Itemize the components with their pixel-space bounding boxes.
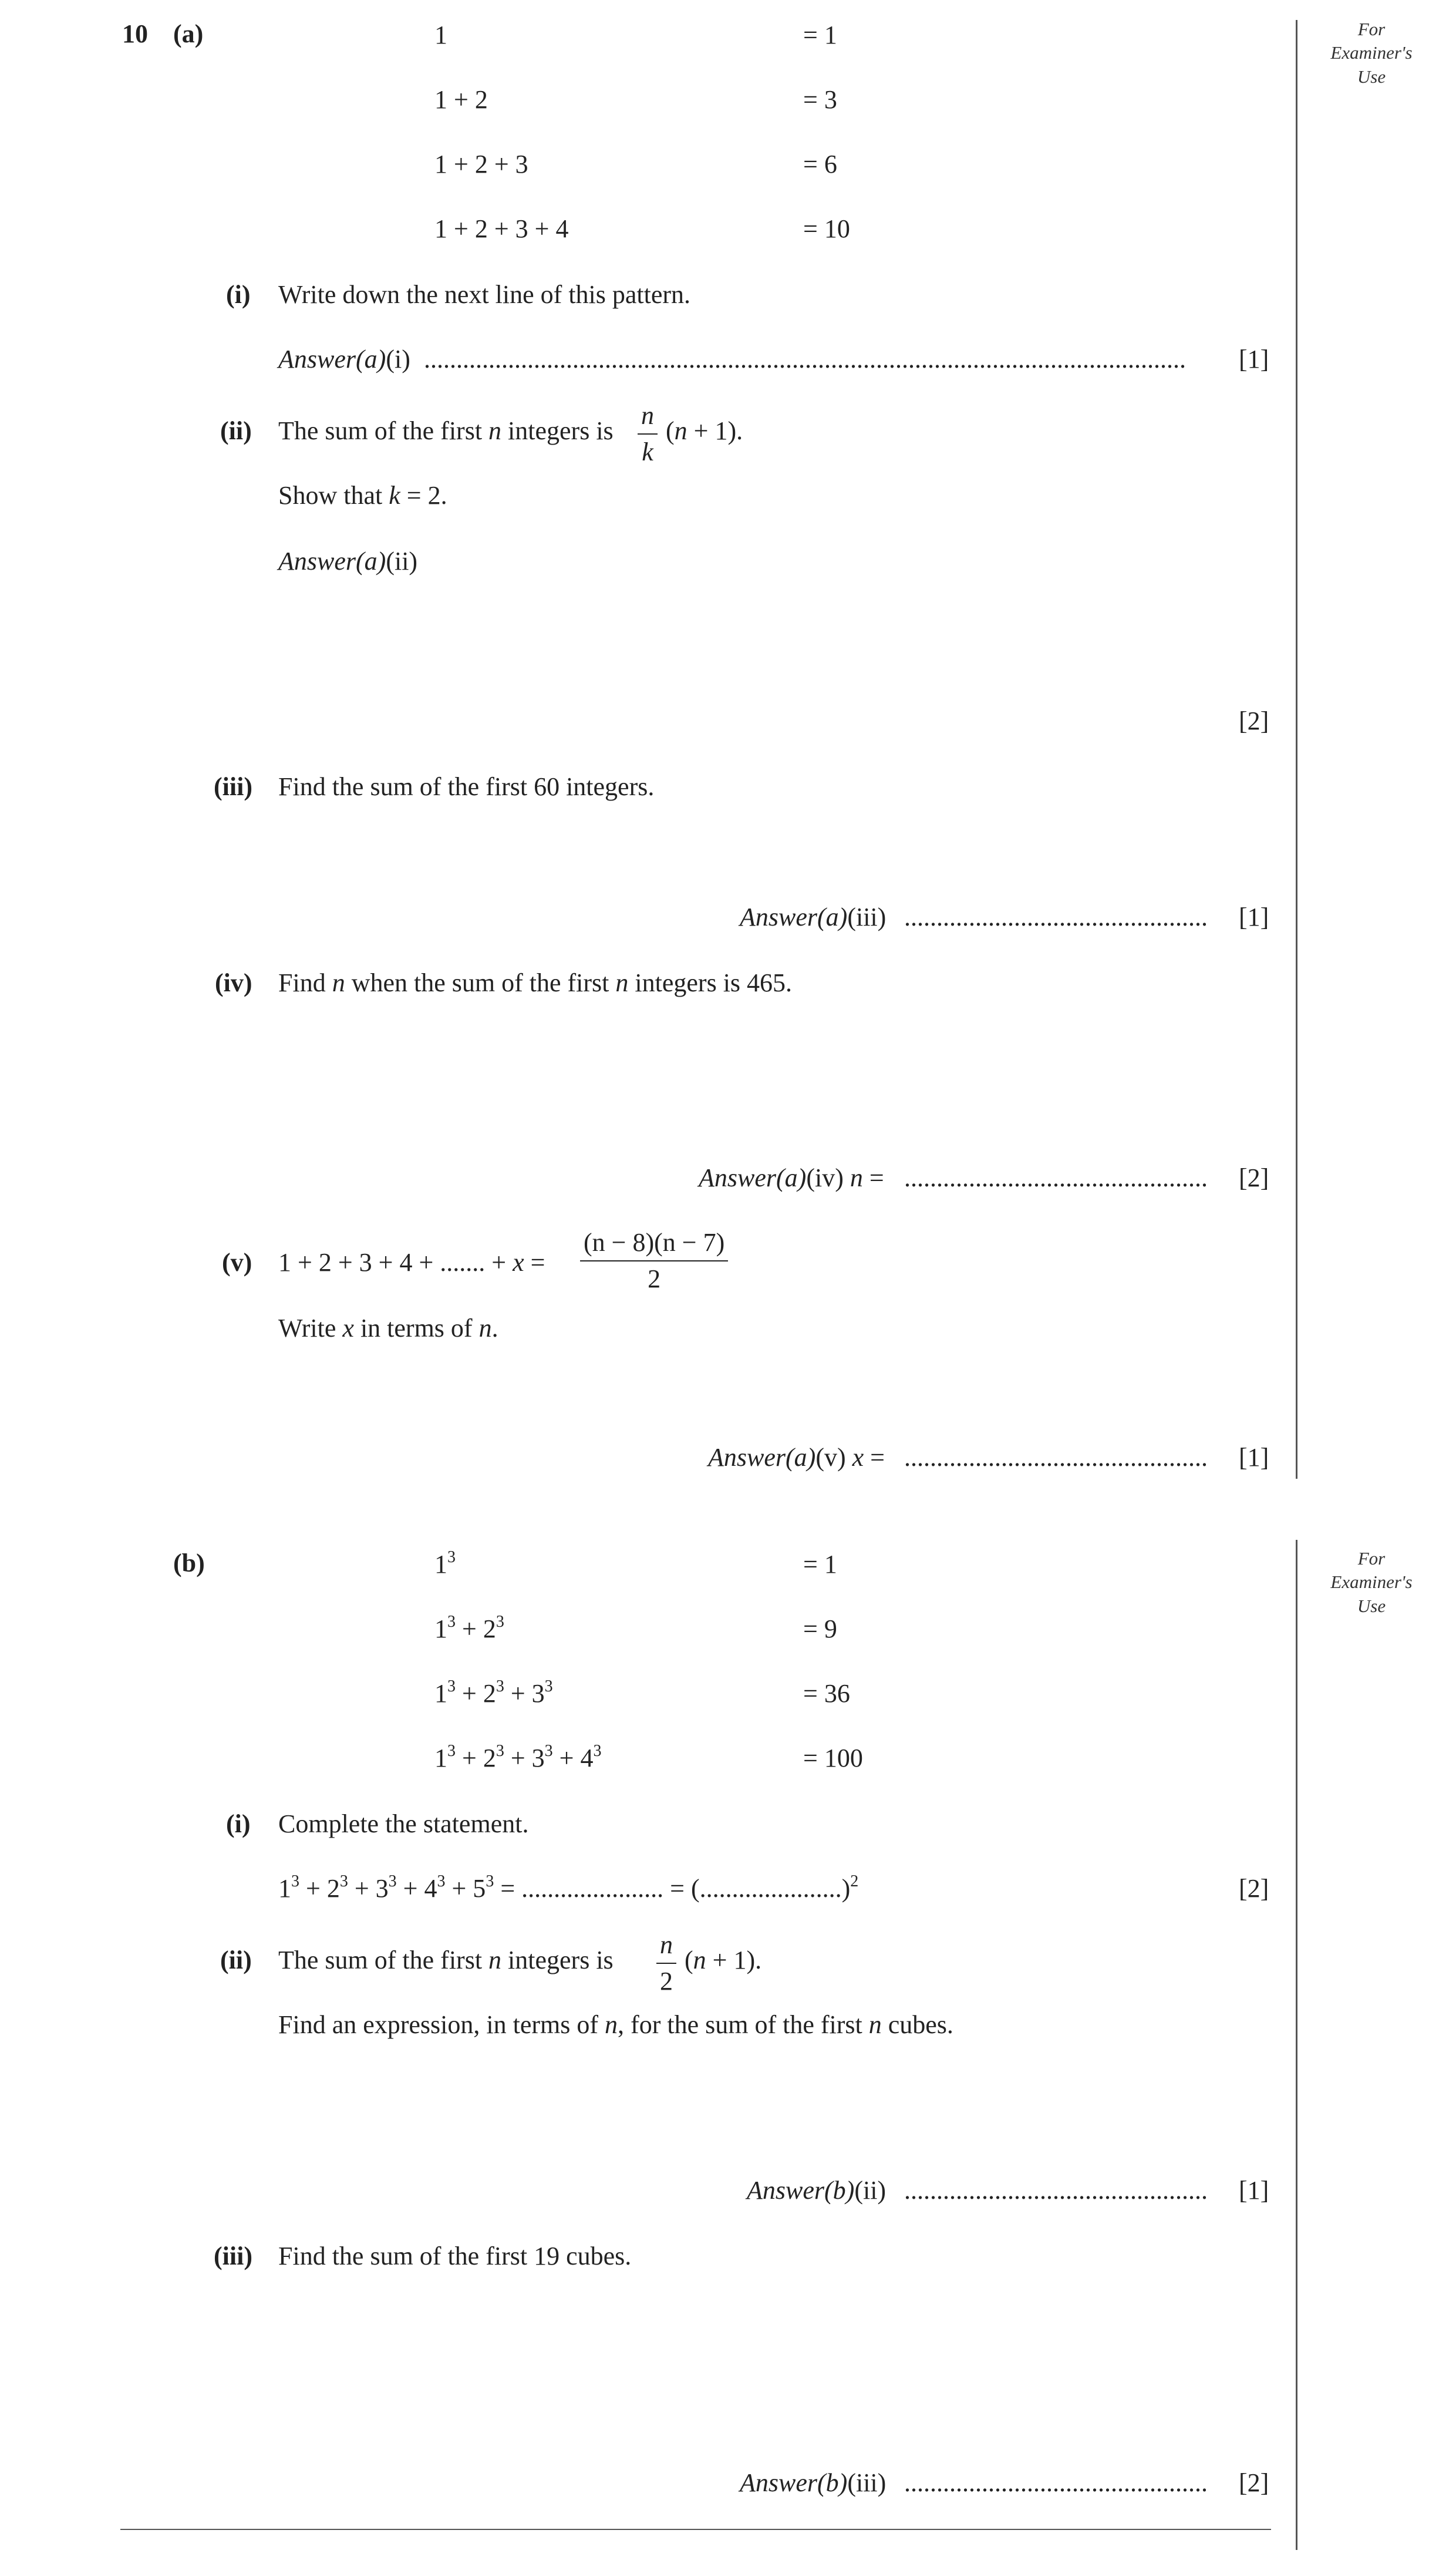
- answer-line: [278, 549, 417, 574]
- answer-label-italic: Answer(a): [278, 547, 386, 576]
- question-text: Complete the statement.: [278, 1809, 529, 1838]
- pattern-rhs: = 9: [803, 1614, 837, 1643]
- text-run: 1 + 2 + 3 + 4 + ....... +: [278, 1248, 513, 1277]
- subpart-label: (v): [222, 1248, 252, 1277]
- answer-equals: =: [862, 1163, 884, 1192]
- question-text: [278, 418, 614, 444]
- variable-k: k: [389, 481, 400, 510]
- answer-label-part: (v): [815, 1443, 852, 1472]
- text-run: = (: [663, 1874, 700, 1903]
- variable-n: n: [488, 416, 502, 445]
- text-run: Show that: [278, 481, 389, 510]
- text-run: The sum of the first: [278, 1946, 489, 1974]
- answer-variable: x: [852, 1443, 864, 1472]
- answer-label-part: (i): [386, 345, 410, 374]
- text-run: + 1).: [706, 1946, 762, 1974]
- answer-dots: ......................................................................................................................: [424, 346, 1186, 372]
- variable-n: n: [332, 968, 345, 997]
- answer-label-italic: Answer(a): [740, 903, 848, 931]
- examiner-margin-rule: [1296, 20, 1297, 1479]
- examiner-note-line: Examiner's: [1330, 42, 1413, 63]
- question-text: [278, 483, 447, 509]
- mark-allocation: [1]: [1239, 345, 1269, 374]
- pattern-lhs: 1 + 2: [434, 85, 488, 114]
- text-run: integers is: [501, 1946, 614, 1974]
- answer-label-italic: Answer(b): [740, 2468, 848, 2497]
- text-run: ): [841, 1874, 851, 1903]
- examiner-margin-rule: [1296, 1540, 1297, 2550]
- answer-label-part: (iv): [806, 1163, 850, 1192]
- answer-line: [708, 1445, 885, 1471]
- variable-x: x: [513, 1248, 524, 1277]
- subpart-label: (iii): [214, 772, 252, 801]
- fraction-n-over-2: [656, 1932, 676, 1994]
- mark-allocation: [2]: [1239, 2468, 1269, 2497]
- cube-pattern-lhs: $1^3 + 2^3$: [434, 1613, 504, 1643]
- subpart-label: (i): [226, 1809, 251, 1838]
- answer-dots: ......................: [699, 1874, 842, 1903]
- variable-n: n: [478, 1314, 492, 1343]
- exponent: 2: [850, 1872, 859, 1890]
- examiner-note-line: Examiner's: [1330, 1572, 1413, 1593]
- answer-dots: ......................: [521, 1874, 664, 1903]
- pattern-lhs: 1: [434, 21, 447, 49]
- answer-line: [740, 904, 886, 930]
- examiner-note-line: For: [1357, 1548, 1386, 1569]
- variable-n: n: [868, 2010, 882, 2039]
- text-run: integers is 465.: [628, 968, 793, 997]
- question-text: Find the sum of the first 19 cubes.: [278, 2242, 632, 2270]
- text-run: = 2.: [400, 481, 447, 510]
- examiner-use-note: [1313, 18, 1430, 89]
- variable-n: n: [605, 2010, 618, 2039]
- mark-allocation: [2]: [1239, 1163, 1269, 1192]
- variable-x: x: [342, 1314, 354, 1343]
- pattern-lhs: 1 + 2 + 3: [434, 150, 528, 179]
- fraction-numerator: (n − 8)(n − 7): [580, 1230, 728, 1261]
- answer-dots: ...............................................: [904, 1445, 1208, 1471]
- text-run: =: [524, 1248, 545, 1277]
- question-number: 10: [122, 19, 148, 48]
- subpart-label: (ii): [220, 416, 252, 445]
- text-run: Write: [278, 1314, 343, 1343]
- pattern-rhs: = 100: [803, 1744, 863, 1772]
- text-run: The sum of the first: [278, 416, 489, 445]
- examiner-note-line: Use: [1357, 66, 1386, 87]
- answer-label-italic: Answer(b): [747, 2176, 855, 2205]
- subpart-label: (ii): [220, 1946, 252, 1974]
- text-run: .: [491, 1314, 498, 1343]
- question-text: [278, 1316, 498, 1341]
- answer-label-italic: Answer(a): [278, 345, 386, 374]
- variable-n: n: [615, 968, 629, 997]
- question-text: [278, 1947, 614, 1973]
- text-run: Find an expression, in terms of: [278, 2010, 605, 2039]
- text-run: , for the sum of the first: [618, 2010, 869, 2039]
- answer-label-part: (ii): [854, 2176, 887, 2205]
- fraction-denominator: 2: [648, 1264, 661, 1293]
- variable-n: n: [488, 1946, 502, 1974]
- examiner-note-line: Use: [1357, 1595, 1386, 1616]
- pattern-rhs: = 36: [803, 1679, 850, 1708]
- mark-allocation: [1]: [1239, 903, 1269, 931]
- examiner-note-line: For: [1357, 19, 1386, 39]
- question-text: Write down the next line of this pattern.: [278, 280, 691, 309]
- answer-dots: ...............................................: [904, 2178, 1208, 2203]
- cube-pattern-lhs: $1^3 + 2^3 + 3^3$: [434, 1677, 553, 1708]
- mark-allocation: [2]: [1239, 1874, 1269, 1903]
- variable-n: n: [693, 1946, 706, 1974]
- text-run: integers is: [501, 416, 614, 445]
- pattern-rhs: = 1: [803, 21, 837, 49]
- text-run: (: [666, 416, 675, 445]
- question-text: Find the sum of the first 60 integers.: [278, 772, 655, 801]
- subpart-label: (iv): [215, 968, 252, 997]
- text-run: when the sum of the first: [345, 968, 616, 997]
- cube-pattern-lhs: $1^3 + 2^3 + 3^3 + 4^3$: [434, 1742, 602, 1772]
- answer-dots: ...............................................: [904, 904, 1208, 930]
- pattern-rhs: = 10: [803, 214, 850, 243]
- answer-dots: ...............................................: [904, 2470, 1208, 2496]
- text-run: + 1).: [687, 416, 743, 445]
- subpart-label: (iii): [214, 2242, 252, 2270]
- cube-pattern-lhs: $1^3$: [434, 1548, 456, 1579]
- question-text: [278, 970, 792, 996]
- pattern-rhs: = 3: [803, 85, 837, 114]
- mark-allocation: [2]: [1239, 706, 1269, 735]
- fraction-numerator: n: [656, 1932, 676, 1964]
- completion-statement: $1^3 + 2^3 + 3^3 + 4^3 + 5^3$ = ...................... = (......................)$^2$: [278, 1872, 859, 1903]
- text-run: Find: [278, 968, 332, 997]
- examiner-use-note: [1313, 1547, 1430, 1618]
- answer-label-italic: Answer(a): [708, 1443, 816, 1472]
- answer-label-italic: Answer(a): [699, 1163, 807, 1192]
- answer-line: [740, 2470, 886, 2496]
- part-b-label: (b): [173, 1549, 205, 1577]
- text-run: (: [685, 1946, 693, 1974]
- part-a-label: (a): [173, 19, 204, 48]
- fraction-numerator: n: [638, 403, 658, 435]
- answer-label-part: (ii): [386, 547, 418, 576]
- question-text: [278, 2012, 953, 2038]
- answer-line: [747, 2178, 886, 2203]
- variable-n: n: [674, 416, 687, 445]
- expression-text: [278, 1250, 545, 1276]
- pattern-rhs: = 6: [803, 150, 837, 179]
- fraction-denominator: k: [642, 438, 653, 466]
- answer-line: [699, 1165, 884, 1191]
- expression-text: [685, 1947, 761, 1973]
- mark-allocation: [1]: [1239, 2176, 1269, 2205]
- page-bottom-rule: [120, 2529, 1271, 2530]
- text-run: in terms of: [353, 1314, 479, 1343]
- answer-label-part: (iii): [847, 903, 887, 931]
- fraction-denominator: 2: [660, 1967, 673, 1996]
- mark-allocation: [1]: [1239, 1443, 1269, 1472]
- answer-label-part: (iii): [847, 2468, 887, 2497]
- pattern-lhs: 1 + 2 + 3 + 4: [434, 214, 569, 243]
- fraction-product-over-2: [580, 1230, 728, 1292]
- answer-line: [278, 346, 410, 372]
- answer-variable: n: [850, 1163, 863, 1192]
- text-run: cubes.: [881, 2010, 953, 2039]
- pattern-rhs: = 1: [803, 1550, 837, 1579]
- subpart-label: (i): [226, 280, 251, 309]
- expression-text: [666, 418, 743, 444]
- answer-equals: =: [864, 1443, 885, 1472]
- answer-dots: ...............................................: [904, 1165, 1208, 1191]
- fraction-n-over-k: [638, 403, 658, 465]
